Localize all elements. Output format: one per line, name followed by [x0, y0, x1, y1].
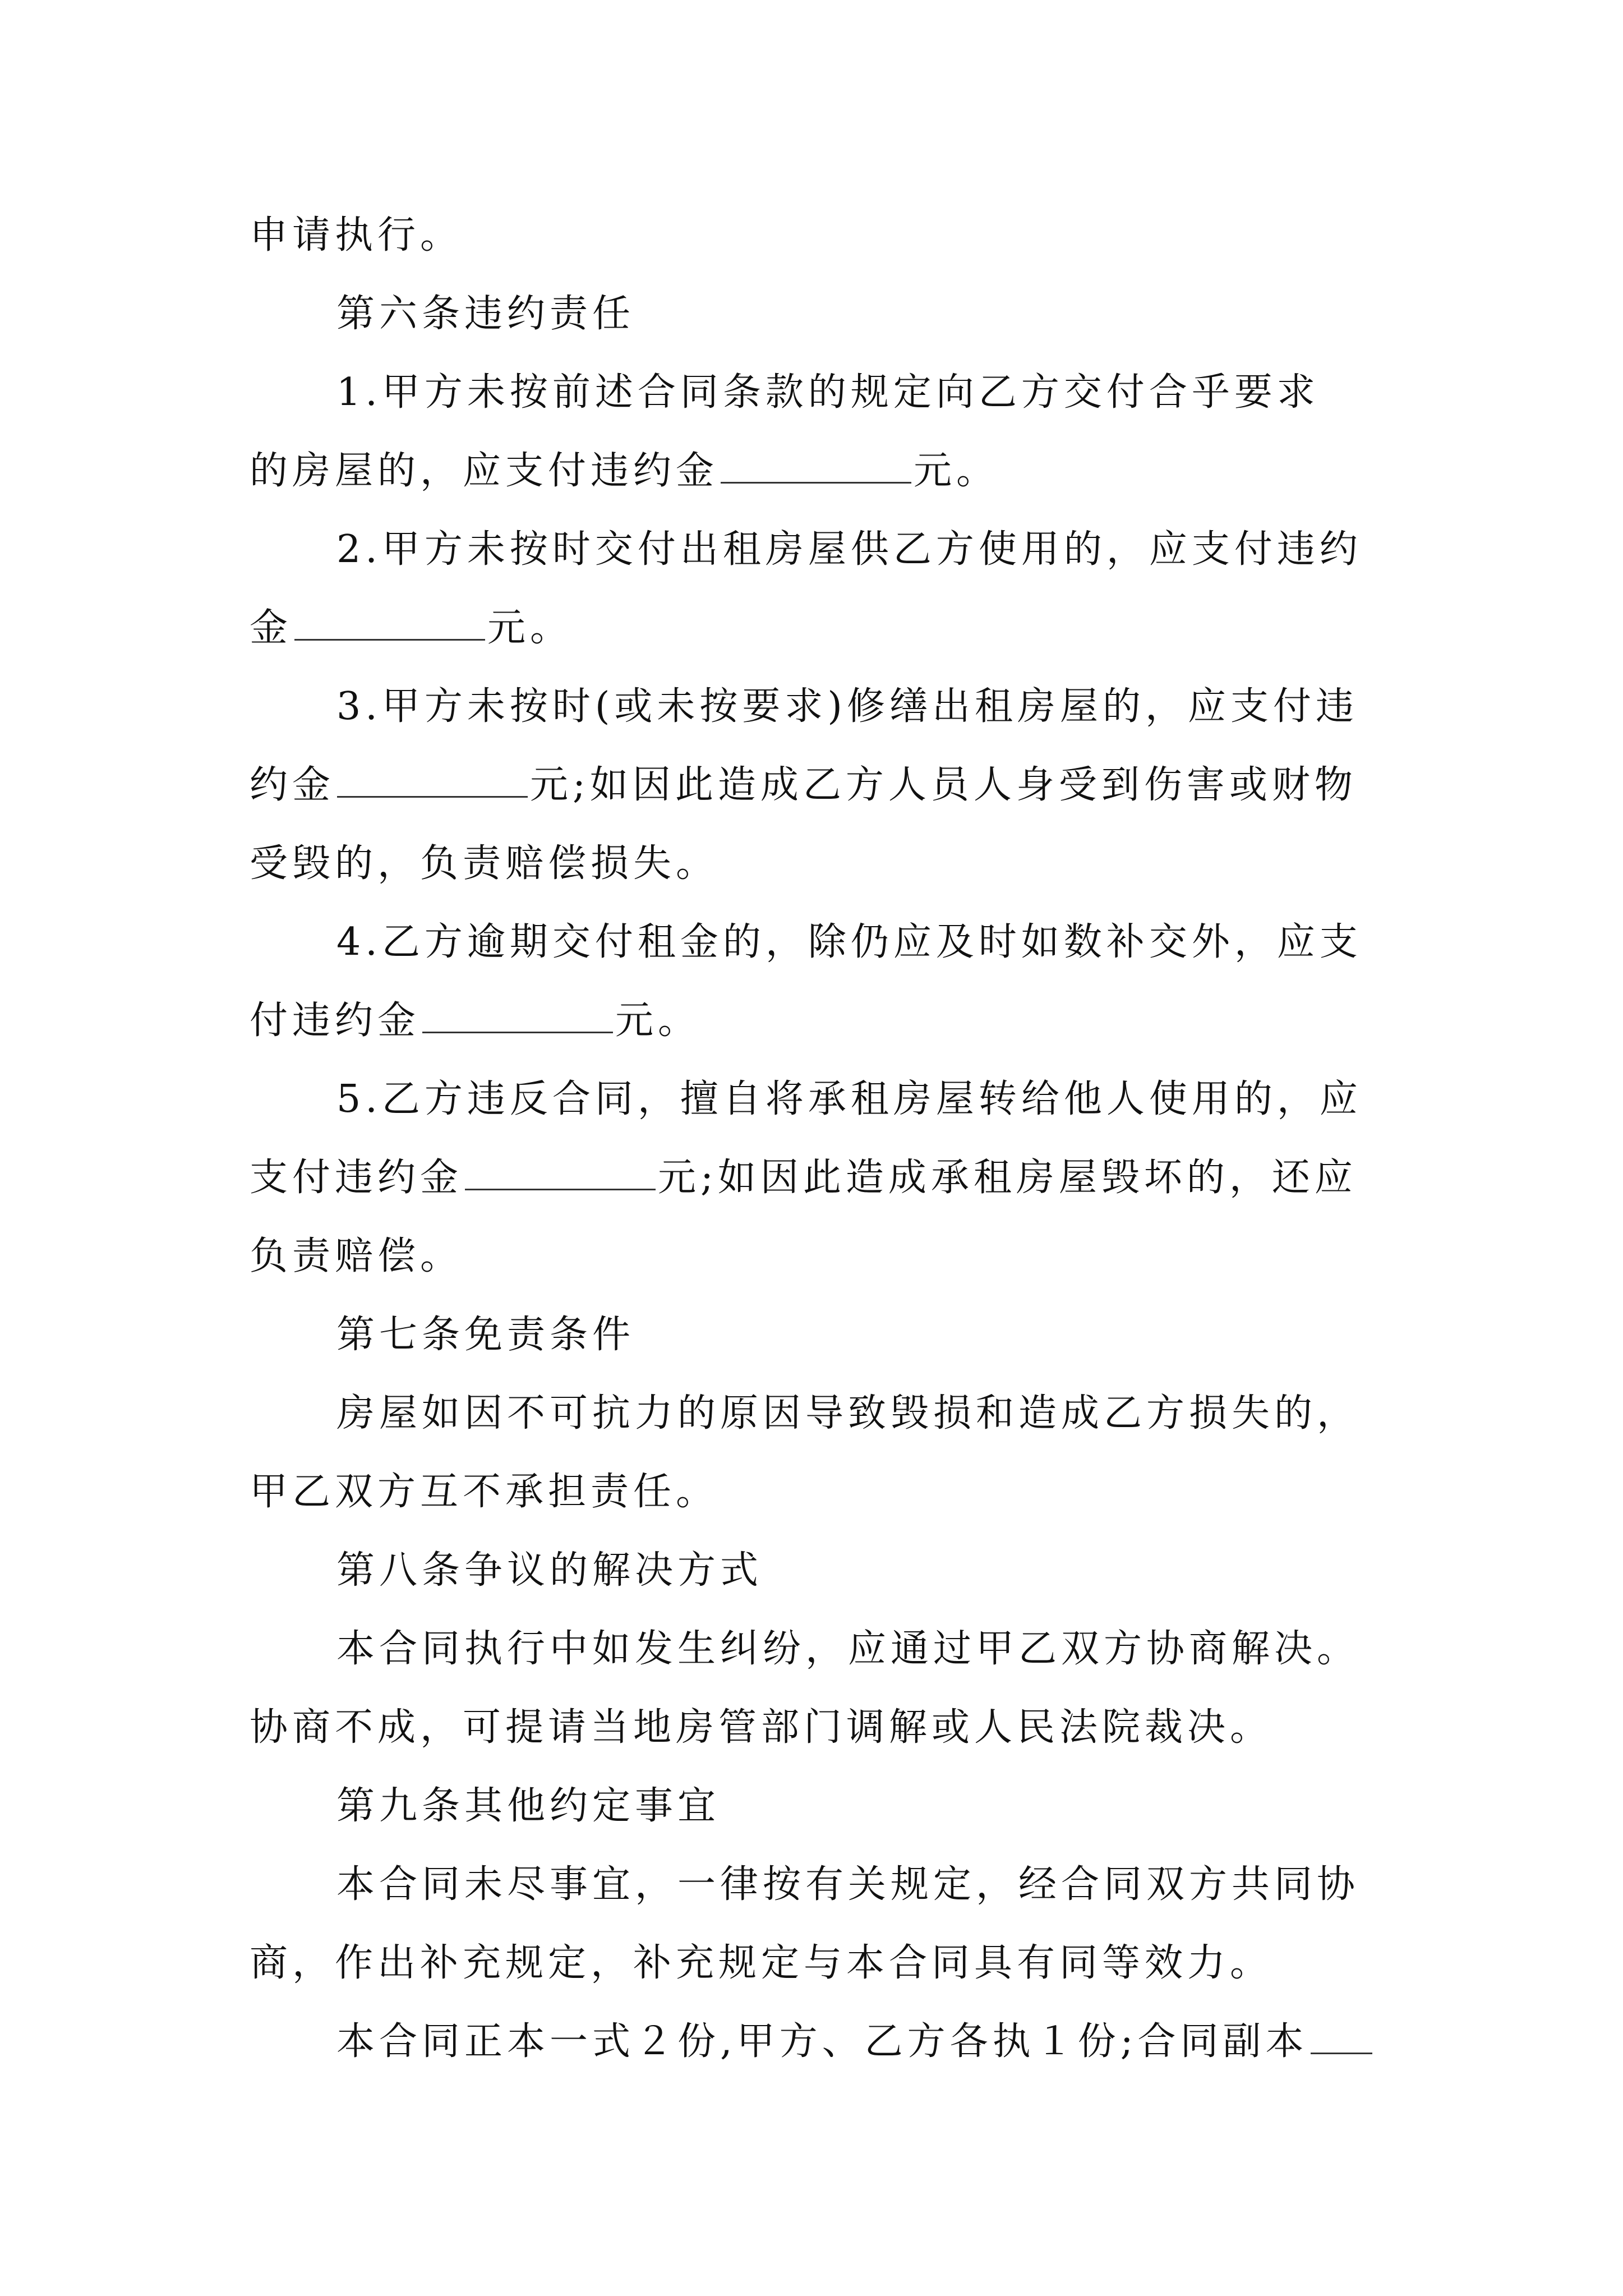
text: 4.乙方逾期交付租金的，除仍应及时如数补交外，应支	[336, 920, 1362, 964]
text: 元。	[615, 999, 701, 1043]
text: 1.甲方未按前述合同条款的规定向乙方交付合乎要求	[336, 370, 1320, 415]
section-heading-9	[336, 1778, 720, 1834]
heading-text: 第七条免责条件	[336, 1313, 635, 1357]
text: 协商不成，可提请当地房管部门调解或人民法院裁决。	[250, 1705, 1273, 1750]
clause-2-line-1	[336, 522, 1362, 578]
text: 的房屋的，应支付违约金	[250, 449, 719, 493]
clause-5-line-1	[336, 1071, 1362, 1128]
clause-5-line-3	[250, 1228, 463, 1285]
clause-5-line-2	[250, 1150, 1357, 1206]
text: 元;如因此造成乙方人员人身受到伤害或财物	[530, 763, 1357, 807]
text: 元。	[487, 606, 573, 650]
text: 负责赔偿。	[250, 1234, 463, 1278]
clause-1-line-1	[336, 365, 1320, 421]
clause-1-line-2	[250, 443, 999, 499]
text: 申请执行。	[250, 213, 463, 257]
heading-text: 第九条其他约定事宜	[336, 1784, 721, 1828]
heading-text: 第六条违约责任	[336, 292, 635, 336]
text: 3.甲方未按时(或未按要求)修缮出租房屋的，应支付违	[336, 684, 1358, 729]
fill-in-blank	[337, 762, 528, 798]
fill-in-blank	[294, 605, 485, 641]
section-9-line-2	[250, 1935, 1272, 1991]
section-heading-8	[336, 1543, 763, 1599]
text: 约金	[250, 763, 335, 807]
text: 受毁的，负责赔偿损失。	[250, 841, 719, 886]
clause-4-line-2	[250, 993, 700, 1049]
text: 元。	[914, 449, 999, 493]
fill-in-blank	[721, 448, 911, 484]
text: 2.甲方未按时交付出租房屋供乙方使用的，应支付违约	[336, 527, 1362, 572]
text: 金	[250, 606, 293, 650]
text: 本合同正本一式２份,甲方、乙方各执１份;合同副本	[336, 2019, 1308, 2064]
clause-3-line-1	[336, 679, 1358, 735]
text: 付违约金	[250, 999, 421, 1043]
section-7-line-1	[336, 1386, 1359, 1442]
section-heading-6	[336, 286, 635, 342]
clause-2-line-2	[250, 600, 573, 656]
section-7-line-2	[250, 1464, 718, 1520]
section-9-line-1	[336, 1857, 1359, 1913]
clause-4-line-1	[336, 914, 1362, 970]
section-9-line-3	[336, 2014, 1375, 2070]
clause-3-line-3	[250, 836, 718, 892]
heading-text: 第八条争议的解决方式	[336, 1548, 763, 1593]
text: 房屋如因不可抗力的原因导致毁损和造成乙方损失的，	[336, 1391, 1360, 1435]
section-8-line-2	[250, 1700, 1272, 1756]
text: 元;如因此造成承租房屋毁坏的，还应	[658, 1156, 1357, 1200]
fill-in-blank	[422, 998, 613, 1033]
text: 支付违约金	[250, 1156, 463, 1200]
text: 本合同未尽事宜，一律按有关规定，经合同双方共同协	[336, 1862, 1360, 1907]
fill-in-blank	[465, 1155, 656, 1190]
text: 商，作出补充规定，补充规定与本合同具有同等效力。	[250, 1941, 1273, 1985]
text: 5.乙方违反合同，擅自将承租房屋转给他人使用的，应	[336, 1077, 1362, 1121]
section-heading-7	[336, 1307, 635, 1363]
fill-in-blank	[1311, 2019, 1372, 2054]
text: 本合同执行中如发生纠纷，应通过甲乙双方协商解决。	[336, 1627, 1360, 1671]
clause-3-line-2	[250, 757, 1357, 813]
section-8-line-1	[336, 1621, 1359, 1677]
text: 甲乙双方互不承担责任。	[250, 1470, 719, 1514]
paragraph-line	[250, 208, 463, 264]
